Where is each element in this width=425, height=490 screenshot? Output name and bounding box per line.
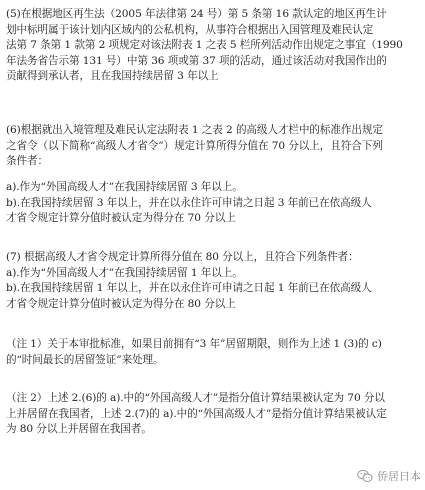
text-line: 划中标明属于该计划内区域内的公私机构，从事符合根据出入国管理及难民认定 <box>6 23 374 36</box>
text-line: 才省令规定计算分值时被认定为得分在 70 分以上 <box>6 212 236 224</box>
watermark-text: 侨居日本 <box>377 470 421 483</box>
text-line: b).在我国持续居留 1 年以上，并在以永住许可申请之日起 1 年前已在依高级人 <box>6 282 372 294</box>
text-line: a).作为“外国高级人才”在我国持续居留 1 年以上。 <box>6 266 243 279</box>
note-1 <box>6 337 422 368</box>
text-line: 的“时间最长的居留签证”来处理。 <box>6 353 164 366</box>
text-line: (5)在根据地区再生法（2005 年法律第 24 号）第 5 条第 16 款认定的地区再生计 <box>6 8 387 20</box>
wechat-icon <box>357 469 373 483</box>
paragraph-item-5 <box>6 7 422 85</box>
text-line: 条件者： <box>6 155 48 167</box>
text-line: （注 2）上述 2.(6)的 a).中的“外国高级人才”是指分值计算结果被认定为 70 分以 <box>6 392 385 404</box>
text-line: 才省令规定计算分值时被认定为得分在 80 分以上 <box>6 297 236 310</box>
text-line: 法第 7 条第 1 款第 2 项规定对该法附表 1 之表 5 栏所列活动作出规定之事宜（1990 <box>6 39 403 51</box>
text-line: 之省令（以下简称“高级人才省令”）规定计算所得分值在 70 分以上，且符合下列 <box>6 139 383 152</box>
text-line: (6)根据就出入境管理及难民认定法附表 1 之表 2 的高级人才栏中的标准作出规定 <box>6 124 383 136</box>
text-line: 为 80 分以上并居留在我国者。 <box>6 423 152 435</box>
text-line: a).作为“外国高级人才”在我国持续居留 3 年以上。 <box>6 181 243 193</box>
paragraph-item-6 <box>6 123 422 170</box>
text-line: 上并居留在我国者，上述 2.(7)的 a).中的“外国高级人才”是指分值计算结果被认定 <box>6 407 387 420</box>
paragraph-item-6-conditions <box>6 180 422 227</box>
text-line: b).在我国持续居留 3 年以上，并在以永住许可申请之日起 3 年前已在依高级人 <box>6 196 372 209</box>
note-2 <box>6 391 422 438</box>
text-line: 贡献得到承认者，且在我国持续居留 3 年以上 <box>6 70 219 82</box>
watermark <box>357 468 421 484</box>
paragraph-item-7 <box>6 250 422 312</box>
text-line: （注 1）关于本审批标准，如果目前拥有“3 年”居留期限，则作为上述 1 (3)的 c) <box>6 338 382 350</box>
text-line: 年法务省告示第 131 号）中第 36 项或第 37 项的活动，通过该活动对我国作出的 <box>6 54 387 67</box>
text-line: (7) 根据高级人才省令规定计算所得分值在 80 分以上，且符合下列条件者： <box>6 251 359 263</box>
